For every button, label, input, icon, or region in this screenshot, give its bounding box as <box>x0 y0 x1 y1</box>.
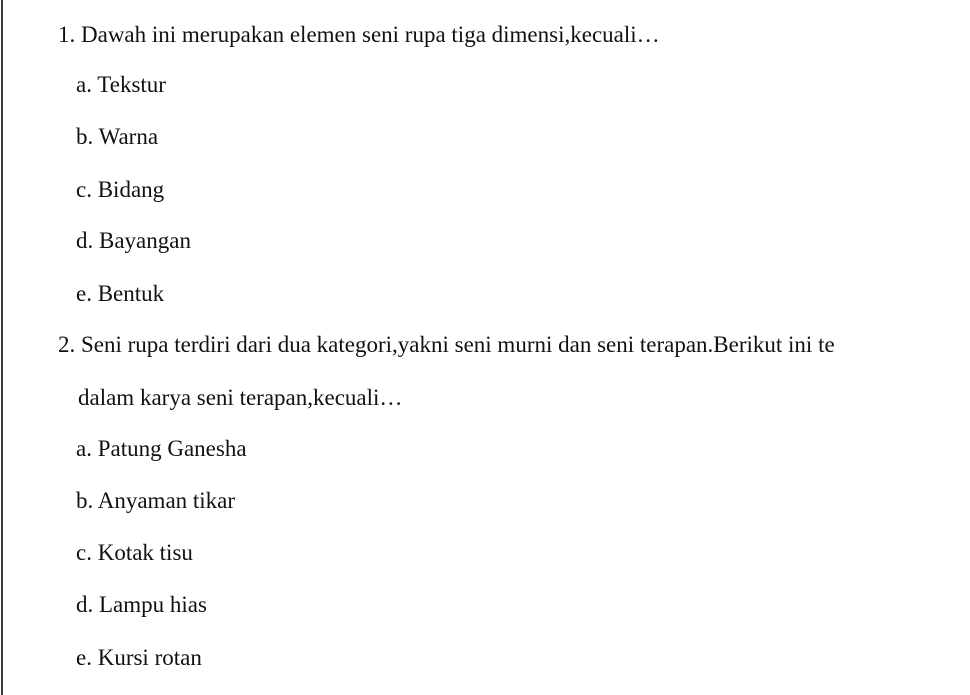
question-1-option-e: e. Bentuk <box>76 281 165 306</box>
question-1-option-d: d. Bayangan <box>76 228 191 253</box>
question-2-option-d: d. Lampu hias <box>76 592 207 617</box>
question-2-option-e: e. Kursi rotan <box>76 645 202 670</box>
left-border-rule <box>1 0 3 695</box>
question-1-option-b: b. Warna <box>76 124 159 149</box>
question-2-option-a: a. Patung Ganesha <box>76 436 247 461</box>
question-2-stem-continued: dalam karya seni terapan,kecuali… <box>78 385 403 410</box>
question-2-stem: 2. Seni rupa terdiri dari dua kategori,yakni seni murni dan seni terapan.Berikut ini te <box>58 332 835 357</box>
question-2-option-b: b. Anyaman tikar <box>76 488 236 513</box>
question-2-option-c: c. Kotak tisu <box>76 540 193 565</box>
question-1-option-c: c. Bidang <box>76 177 165 202</box>
question-1-stem: 1. Dawah ini merupakan elemen seni rupa tiga dimensi,kecuali… <box>58 22 660 47</box>
question-1-option-a: a. Tekstur <box>76 72 166 97</box>
